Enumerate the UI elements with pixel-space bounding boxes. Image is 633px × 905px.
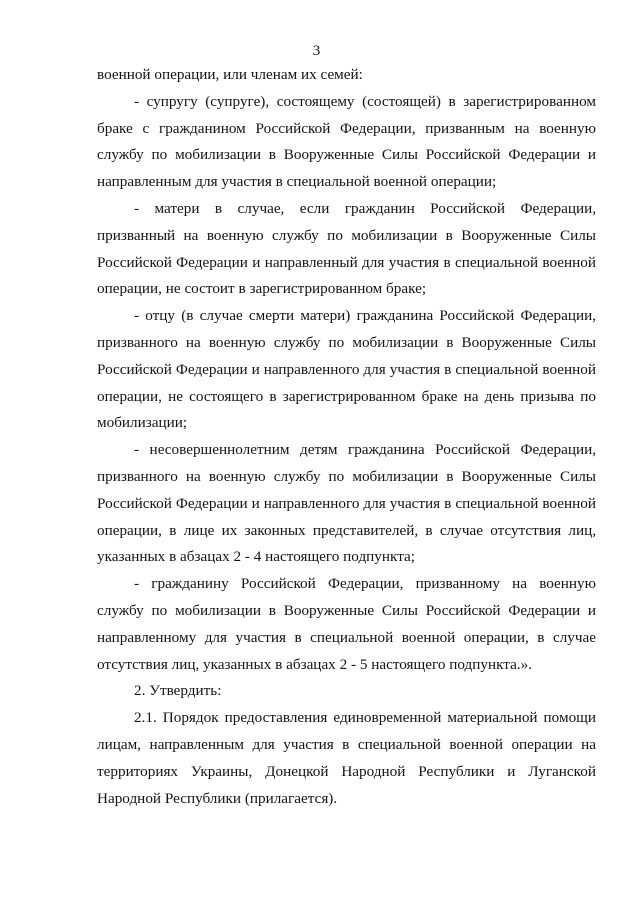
document-body xyxy=(97,62,596,812)
page-number: 3 xyxy=(312,43,321,59)
paragraph-citizen-item: - гражданину Российской Федерации, призванному на военную службу по мобилизации в Вооруженные Силы Российской Федерации и направленному для участия в специальной военной операции, в случае отсутствия лиц, указанных в абзацах 2 - 5 настоящего подпункта.». xyxy=(97,575,596,673)
paragraph-mother-item: - матери в случае, если гражданин Российской Федерации, призванный на военную службу по мобилизации в Вооруженные Силы Российской Федерации и направленный для участия в специальной военной операции, не состоит в зарегистрированном браке; xyxy=(97,199,596,298)
paragraph-spouse-item: - супругу (супруге), состоящему (состоящей) в зарегистрированном браке с гражданином Российской Федерации, призванным на военную службу по мобилизации в Вооруженные Силы Российской Федерации и направленным для участия в специальной военной операции; xyxy=(97,92,596,191)
paragraph-approve-heading: 2. Утвердить: xyxy=(134,682,222,700)
paragraph-procedure-item: 2.1. Порядок предоставления единовременной материальной помощи лицам, направленным для участия в специальной военной операции на территориях Украины, Донецкой Народной Республики и Луганской Народной Республики (прилагается). xyxy=(97,709,596,807)
paragraph-father-item: - отцу (в случае смерти матери) гражданина Российской Федерации, призванного на военную службу по мобилизации в Вооруженные Силы Российской Федерации и направленного для участия в специальной военной операции, не состоящего в зарегистрированном браке на день призыва по мобилизации; xyxy=(97,307,596,432)
paragraph-continuation: военной операции, или членам их семей: xyxy=(97,66,363,83)
paragraph-children-item: - несовершеннолетним детям гражданина Российской Федерации, призванного на военную службу по мобилизации в Вооруженные Силы Российской Федерации и направленного для участия в специальной военной операции, в лице их законных представителей, в случае отсутствия лиц, указанных в абзацах 2 - 4 настоящего подпункта; xyxy=(97,441,596,566)
